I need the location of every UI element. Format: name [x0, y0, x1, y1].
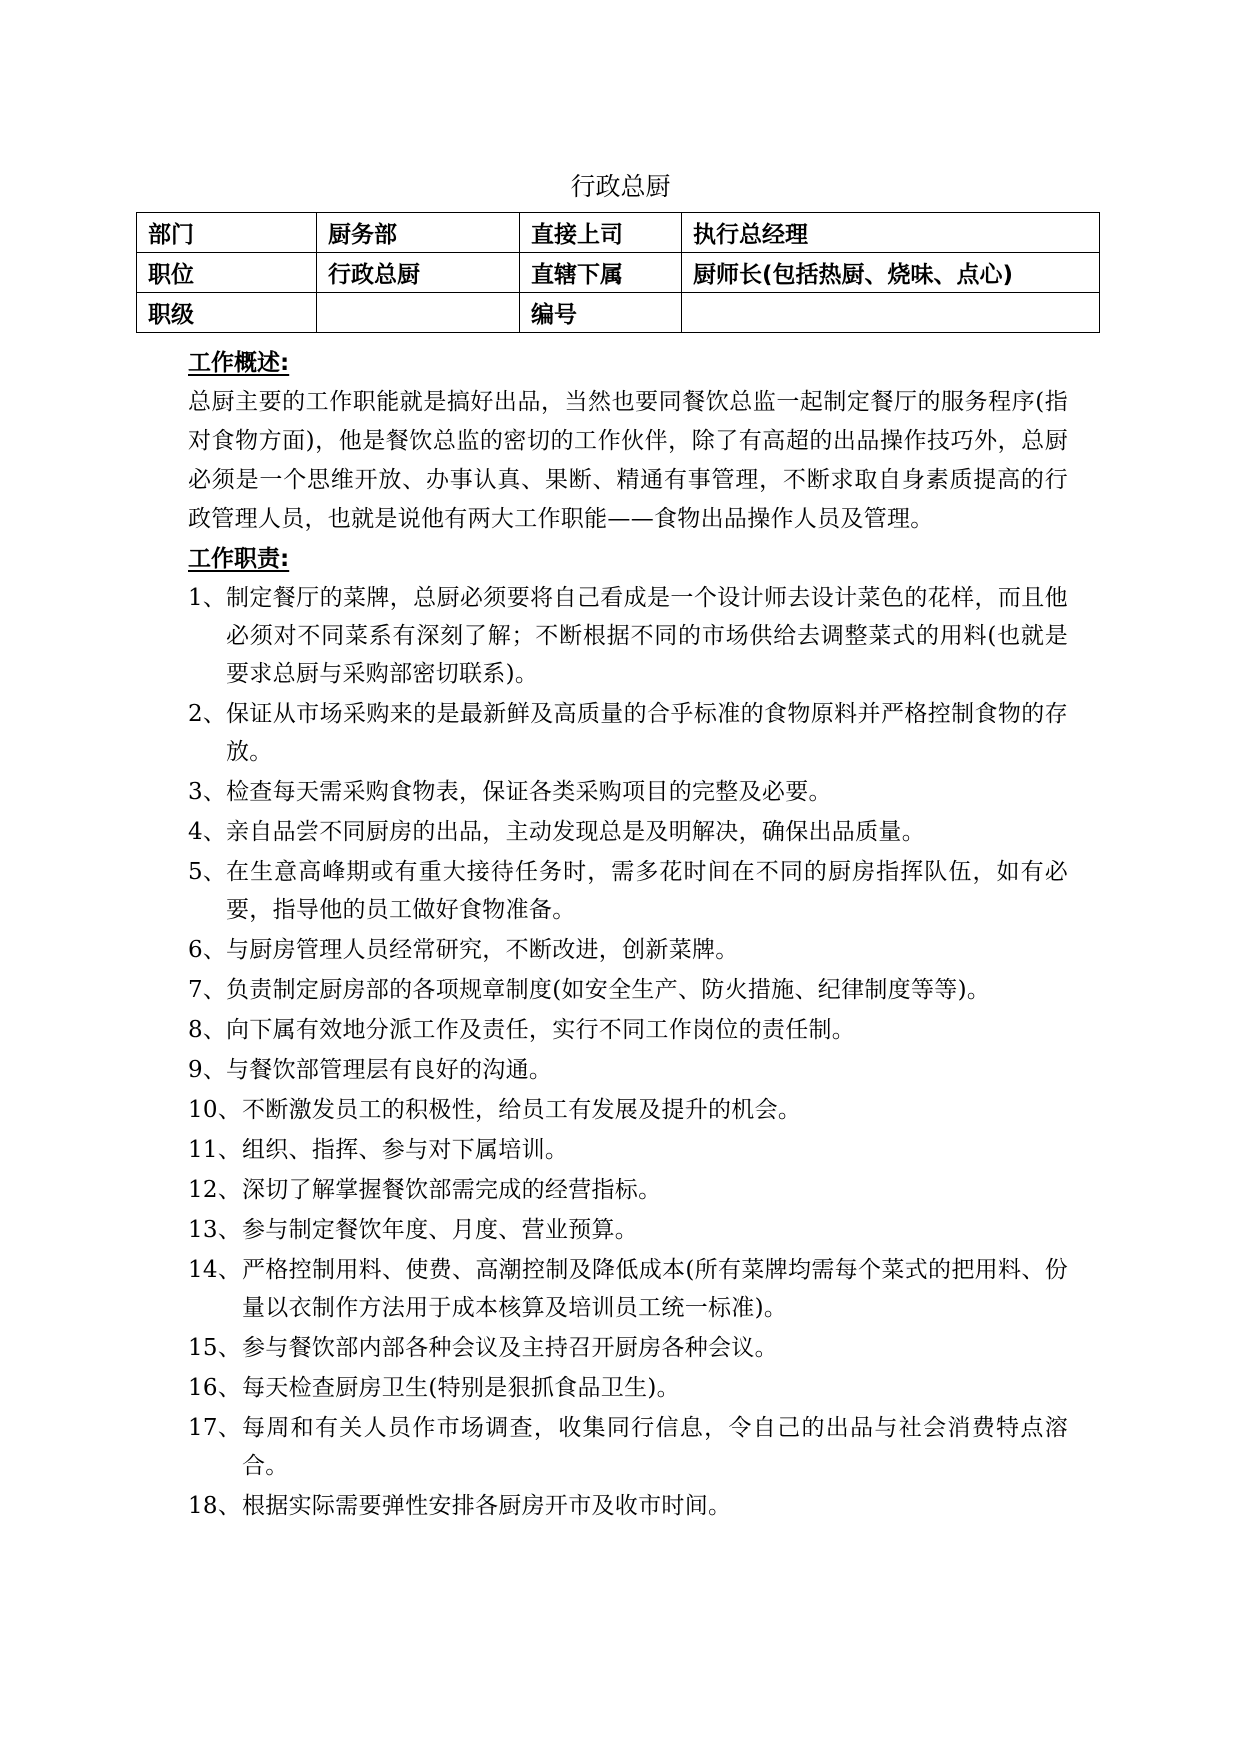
table-cell: 职级: [137, 293, 317, 333]
list-item-text: 不断激发员工的积极性，给员工有发展及提升的机会。: [242, 1097, 802, 1123]
list-item-number: 6、: [188, 937, 227, 963]
list-item-number: 17、: [188, 1415, 242, 1441]
list-item: [188, 773, 1068, 811]
list-item-number: 8、: [188, 1017, 227, 1043]
list-item: [188, 853, 1068, 929]
list-item: [188, 1251, 1068, 1327]
list-item-number: 7、: [188, 977, 227, 1003]
table-cell: 直辖下属: [520, 253, 682, 293]
list-item-text: 向下属有效地分派工作及责任，实行不同工作岗位的责任制。: [226, 1017, 856, 1043]
list-item-number: 3、: [188, 779, 227, 805]
list-item: [188, 1091, 1068, 1129]
list-item: [188, 931, 1068, 969]
table-cell: 执行总经理: [682, 213, 1100, 253]
duties-heading: 工作职责:: [188, 546, 290, 572]
list-item-number: 11、: [188, 1137, 242, 1163]
table-cell: 厨师长(包括热厨、烧味、点心): [682, 253, 1100, 293]
list-item: [188, 579, 1068, 693]
table-cell: 行政总厨: [317, 253, 520, 293]
list-item: [188, 1487, 1068, 1525]
table-cell: [682, 293, 1100, 333]
document-body: [188, 343, 1068, 1527]
list-item-text: 亲自品尝不同厨房的出品，主动发现总是及明解决，确保出品质量。: [226, 819, 925, 845]
list-item-number: 12、: [188, 1177, 242, 1203]
list-item-text: 负责制定厨房部的各项规章制度(如安全生产、防火措施、纪律制度等等)。: [226, 977, 991, 1003]
list-item-text: 每周和有关人员作市场调查，收集同行信息，令自己的出品与社会消费特点溶合。: [242, 1415, 1068, 1479]
list-item-number: 16、: [188, 1375, 242, 1401]
list-item-text: 制定餐厅的菜牌，总厨必须要将自己看成是一个设计师去设计菜色的花样，而且他必须对不同菜系有深刻了解；不断根据不同的市场供给去调整菜式的用料(也就是要求总厨与采购部密切联系)。: [226, 585, 1068, 687]
table-row: [137, 293, 1100, 333]
list-item-number: 2、: [188, 701, 227, 727]
table-cell: [317, 293, 520, 333]
table-cell: 直接上司: [520, 213, 682, 253]
list-item: [188, 971, 1068, 1009]
list-item-number: 4、: [188, 819, 227, 845]
duties-list: [188, 579, 1068, 1525]
list-item: [188, 813, 1068, 851]
job-info-table: [136, 212, 1100, 333]
list-item-number: 14、: [188, 1257, 242, 1283]
list-item: [188, 1171, 1068, 1209]
list-item-text: 与厨房管理人员经常研究，不断改进，创新菜牌。: [226, 937, 739, 963]
list-item-text: 保证从市场采购来的是最新鲜及高质量的合乎标准的食物原料并严格控制食物的存放。: [226, 701, 1068, 765]
list-item: [188, 1369, 1068, 1407]
table-cell: 部门: [137, 213, 317, 253]
list-item-text: 根据实际需要弹性安排各厨房开市及收市时间。: [242, 1493, 732, 1519]
list-item: [188, 1011, 1068, 1049]
list-item: [188, 1131, 1068, 1169]
list-item-number: 5、: [188, 859, 227, 885]
list-item: [188, 1329, 1068, 1367]
list-item-number: 18、: [188, 1493, 242, 1519]
list-item: [188, 695, 1068, 771]
list-item-text: 每天检查厨房卫生(特别是狠抓食品卫生)。: [242, 1375, 680, 1401]
list-item-number: 9、: [188, 1057, 227, 1083]
list-item-text: 检查每天需采购食物表，保证各类采购项目的完整及必要。: [226, 779, 832, 805]
list-item-text: 严格控制用料、使费、高潮控制及降低成本(所有菜牌均需每个菜式的把用料、份量以衣制作方法用于成本核算及培训员工统一标准)。: [242, 1257, 1068, 1321]
overview-heading: 工作概述:: [188, 350, 290, 376]
list-item-text: 深切了解掌握餐饮部需完成的经营指标。: [242, 1177, 662, 1203]
table-cell: 厨务部: [317, 213, 520, 253]
list-item-text: 组织、指挥、参与对下属培训。: [242, 1137, 569, 1163]
list-item-text: 与餐饮部管理层有良好的沟通。: [226, 1057, 553, 1083]
table-cell: 编号: [520, 293, 682, 333]
table-row: [137, 213, 1100, 253]
list-item-number: 15、: [188, 1335, 242, 1361]
table-row: [137, 253, 1100, 293]
list-item-number: 1、: [188, 585, 227, 611]
list-item: [188, 1051, 1068, 1089]
list-item: [188, 1211, 1068, 1249]
page-title: 行政总厨: [570, 172, 671, 201]
list-item: [188, 1409, 1068, 1485]
list-item-text: 在生意高峰期或有重大接待任务时，需多花时间在不同的厨房指挥队伍，如有必要，指导他的员工做好食物准备。: [226, 859, 1068, 923]
table-cell: 职位: [137, 253, 317, 293]
overview-text: 总厨主要的工作职能就是搞好出品，当然也要同餐饮总监一起制定餐厅的服务程序(指对食物方面)，他是餐饮总监的密切的工作伙伴，除了有高超的出品操作技巧外，总厨必须是一个思维开放、办事认真、果断、精通有事管理，不断求取自身素质提高的行政管理人员，也就是说他有两大工作职能——食物出品操作人员及管理。: [188, 389, 1068, 532]
list-item-number: 13、: [188, 1217, 242, 1243]
list-item-text: 参与制定餐饮年度、月度、营业预算。: [242, 1217, 639, 1243]
list-item-text: 参与餐饮部内部各种会议及主持召开厨房各种会议。: [242, 1335, 778, 1361]
list-item-number: 10、: [188, 1097, 242, 1123]
